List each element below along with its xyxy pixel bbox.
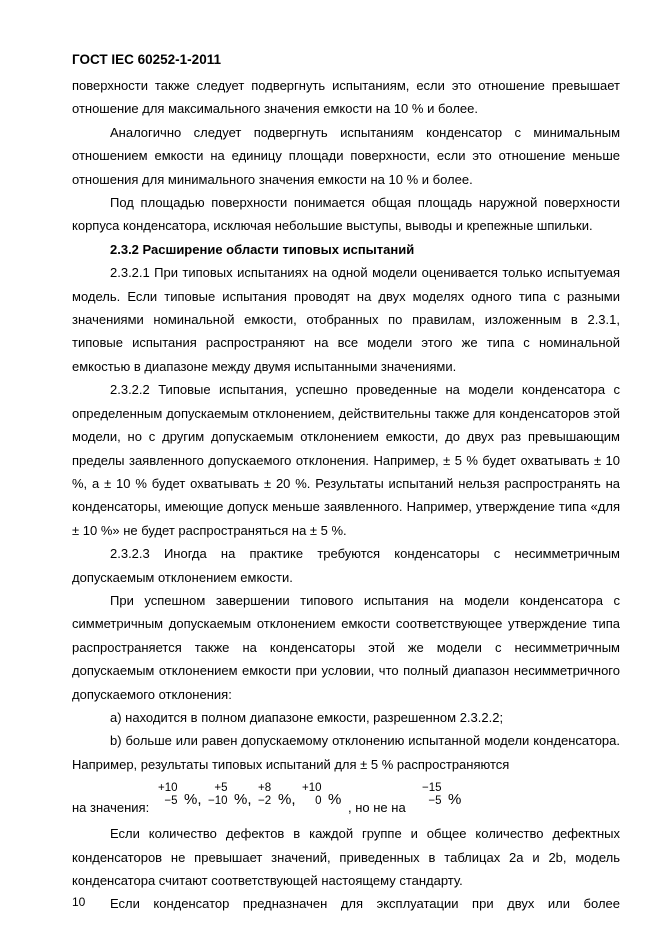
tolerance-lower: −5 — [164, 795, 178, 808]
tolerance-upper: +5 — [214, 782, 228, 795]
paragraph: Под площадью поверхности понимается общая площадь наружной поверхности корпуса конденсатора, исключая небольшие выступы, выводы и крепежные шпильки. — [72, 195, 620, 234]
tolerance-fraction — [158, 782, 202, 809]
section-heading: 2.3.2 Расширение области типовых испытаний — [110, 241, 415, 257]
paragraph: При успешном завершении типового испытания на модели конденсатора с симметричным допускаемым отклонением емкости соответствующее утверждение типа распространяется также на конденсаторы этой же модели с несимметричным допускаемым отклонением емкости при условии, что полный диапазон несимметричного допускаемого отклонения: — [72, 592, 620, 702]
tolerance-unit: %, — [184, 791, 202, 809]
paragraph: Аналогично следует подвергнуть испытаниям конденсатор с минимальным отношением емкости на единицу площади поверхности, если это отношение меньше отношения для минимального значения емкости на 10 % и более. — [72, 124, 620, 187]
tolerance-connector: , но не на — [348, 800, 406, 816]
list-item: а) находится в полном диапазоне емкости, разрешенном 2.3.2.2; — [110, 709, 504, 725]
tolerance-lower: −10 — [208, 795, 228, 808]
paragraph: Если конденсатор предназначен для эксплуатации при двух или более — [110, 896, 620, 912]
tolerance-unit: % — [328, 791, 342, 809]
tolerance-prefix: на значения: — [72, 800, 150, 816]
tolerance-unit: %, — [278, 791, 296, 809]
paragraph: 2.3.2.1 При типовых испытаниях на одной модели оценивается только испытуемая модель. Если типовые испытания проводят на двух моделях одного типа с разными значениями номинальной емкости, отобранных по правилам, изложенным в 2.3.1, типовые испытания распространяют на все модели этого же типа с номинальной емкостью в диапазоне между двумя испытанными значениями. — [72, 265, 620, 374]
paragraph: Если количество дефектов в каждой группе и общее количество дефектных конденсаторов не превышает значений, приведенных в таблицах 2а и 2b, модель конденсатора считают соответствующей настоящему стандарту. — [72, 826, 620, 888]
tolerance-upper: +10 — [158, 782, 178, 795]
tolerance-lower: −2 — [258, 795, 272, 808]
tolerance-lower: −5 — [428, 795, 442, 808]
tolerance-upper: +8 — [258, 782, 272, 795]
paragraph: 2.3.2.2 Типовые испытания, успешно проведенные на модели конденсатора с определенным допускаемым отклонением, действительны также для конденсаторов этой модели, но с другим допускаемым отклонением емкости, до двух раз превышающим пределы заявленного допускаемого отклонения. Например, ± 5 % будет охватывать ± 10 %, а ± 10 % будет охватывать ± 20 %. Результаты испытаний нельзя распространять на конденсаторы, имеющие допуск меньше заявленного. Например, утверждение типа «для ± 10 %» не будет распространяться на ± 5 %. — [72, 382, 620, 538]
tolerance-lower: 0 — [315, 795, 322, 808]
tolerance-fraction — [422, 782, 462, 809]
tolerance-values-line — [72, 776, 620, 822]
paragraph: 2.3.2.3 Иногда на практике требуются конденсаторы с несимметричным допускаемым отклонением емкости. — [72, 546, 620, 585]
paragraph: поверхности также следует подвергнуть испытаниям, если это отношение превышает отношение для максимального значения емкости на 10 % и более. — [72, 78, 620, 117]
document-code-header: ГОСТ IEC 60252-1-2011 — [72, 52, 221, 67]
tolerance-upper: +10 — [302, 782, 322, 795]
tolerance-fraction — [302, 782, 342, 809]
tolerance-fraction — [208, 782, 252, 809]
page-number: 10 — [72, 895, 86, 909]
list-item: b) больше или равен допускаемому отклонению испытанной модели конденсатора. Например, результаты типовых испытаний для ± 5 % распространяются — [72, 733, 620, 772]
tolerance-upper: −15 — [422, 782, 442, 795]
tolerance-fraction — [258, 782, 296, 809]
document-body — [72, 74, 620, 916]
tolerance-unit: %, — [234, 791, 252, 809]
tolerance-unit: % — [448, 791, 462, 809]
